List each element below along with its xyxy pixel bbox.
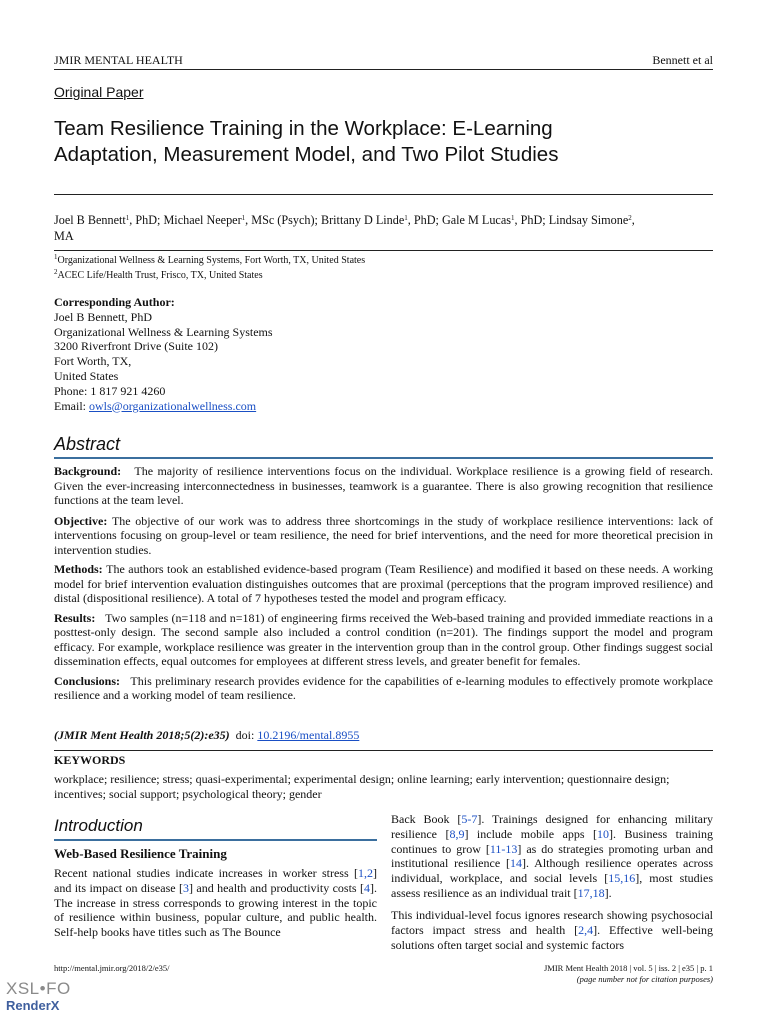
author-degree: , PhD; [129,213,164,227]
abstract-rule [54,457,713,459]
renderx-watermark [6,980,71,1014]
keywords-text: workplace; resilience; stress; quasi-experimental; experimental design; online learning; early intervention; questionnaire design; incentives; social support; psychological theory; gender [54,772,670,801]
intro-text: as do strategies promoting urban and institutional resilience [391,841,713,871]
affiliation-text: ACEC Life/Health Trust, Frisco, TX, United States [57,270,263,281]
abstract-body [54,464,713,703]
intro-left-paragraph: Recent national studies indicate increases in worker stress [1,2] and its impact on disease [3] and health and productivity costs [4]. The increase in stress corresponds to growing interest in the topic of resilience within business, popular culture, and public health. Self-help books have titles such as The Bounce [54,866,377,940]
page-title [54,116,558,168]
header-rule [54,69,713,70]
author-degree: , PhD; [514,213,549,227]
abstract-heading: Abstract [54,434,121,454]
citation-link[interactable]: 4 [364,880,370,895]
abstract-conclusions-text: This preliminary research provides evidence for the capabilities of e-learning modules to effectively promote workplace resilience and a working model of team resilience. [54,673,713,702]
corresponding-author [54,295,273,413]
keywords-heading: KEYWORDS [54,753,126,767]
intro-heading-rule [54,839,377,841]
intro-text: . The increase in stress corresponds to growing interest in the topic of resilience within business, popular culture, and public health. Self-help books have titles such as The Bounce [54,880,377,940]
affiliations [54,253,365,283]
title-line-1: Team Resilience Training in the Workplace: E-Learning [54,117,553,140]
intro-text: include mobile apps [468,826,594,841]
citation-link[interactable]: 8,9 [449,826,465,841]
intro-text: and health and productivity costs [196,880,360,895]
citation-link[interactable]: 5-7 [461,812,478,826]
authors-rule [54,250,713,251]
author-name: Michael Neeper [163,213,242,227]
abstract-methods-text: The authors took an established evidence-based program (Team Resilience) and modified it based on these needs. A working model for brief intervention evaluation distinguishes outcomes that are proximal (perceptions that the program improved resilience) and distal (dispositional resilience). A total of 7 hypotheses tested the model and program efficacy. [54,562,714,605]
abstract-conclusions-label: Conclusions: [54,673,121,688]
corresponding-heading: Corresponding Author: [54,295,175,309]
author-name: Gale M Lucas [441,213,511,227]
title-rule [54,194,713,195]
abstract-objective-label: Objective: [54,513,108,528]
corresponding-email-row [54,399,273,414]
affiliation-text: Organizational Wellness & Learning Systems, Fort Worth, TX, United States [57,255,366,266]
intro-text: . Although resilience operates across individual, workplace, and social levels [391,856,713,886]
corresponding-line: United States [54,368,119,383]
footer-note: (page number not for citation purposes) [576,974,713,984]
author-name: Lindsay Simone [548,213,629,227]
affiliation-1 [54,253,365,268]
title-line-2: Adaptation, Measurement Model, and Two Pilot Studies [54,143,559,166]
affiliation-sup: 1 [54,253,58,261]
abstract-methods [54,562,713,606]
citation-link[interactable]: 10 [597,826,610,841]
abstract-results-label: Results: [54,610,96,625]
author-list [54,212,714,244]
author-name: Joel B Bennett [54,213,126,227]
footer-journal-info: JMIR Ment Health 2018 | vol. 5 | iss. 2 | e35 | p. 1 [543,963,713,973]
corresponding-line: Joel B Bennett, PhD [54,309,152,324]
citation-link[interactable]: 3 [182,880,189,895]
author-degree: , MSc (Psych); [245,213,321,227]
corresponding-line: Organizational Wellness & Learning Systems [54,324,273,339]
intro-right-paragraph-2: This individual-level focus ignores research showing psychosocial factors impact stress and health [2,4]. Effective well-being solutions often target social and systemic factors [391,908,713,952]
email-label: Email: [54,398,89,413]
intro-text: This individual-level focus ignores research showing psychosocial factors impact stress and health [391,908,713,937]
abstract-results [54,611,713,669]
author-affil-sup: 1 [125,214,130,222]
introduction-heading: Introduction [54,816,143,835]
citation-link[interactable]: 11-13 [489,841,518,856]
author-degree: , PhD; [407,213,442,227]
citation-link[interactable]: 17,18 [577,885,605,900]
abstract-objective-text: The objective of our work was to address three shortcomings in the study of workplace resilience interventions: lack of interventions focusing on group-level or team resilience, the need for brief interventions, and the need for more theoretical precision in intervention studies. [54,513,713,557]
intro-text: . Trainings designed for enhancing military resilience [391,812,713,841]
footer-url: http://mental.jmir.org/2018/2/e35/ [54,963,170,973]
introduction-subheading: Web-Based Resilience Training [54,846,227,861]
author-affil-sup: 1 [404,214,408,222]
intro-text: . Business training continues to grow [391,826,713,856]
affiliation-2 [54,268,365,283]
running-header-authors: Bennett et al [652,53,713,67]
abstract-background-text: The majority of resilience interventions focus on the individual. Workplace resilience is a growing field of research. Given the ever-increasing interconnectedness in businesses, teamwork is a guarantee. There is also growing recognition that resilience functions at the team level. [54,464,713,507]
affiliation-sup: 2 [54,268,58,276]
abstract-conclusions [54,674,713,703]
intro-text: , most studies assess resilience as an individual trait [391,871,713,900]
author-name: Brittany D Linde [320,213,405,227]
intro-text: . [608,885,612,900]
intro-text: . Effective well-being solutions often target social and systemic factors [391,922,713,952]
intro-text: Recent national studies indicate increases in worker stress [54,866,354,880]
keywords-rule [54,750,713,751]
abstract-background-label: Background: [54,464,122,478]
intro-right-paragraph-1: Back Book [5-7]. Trainings designed for enhancing military resilience [8,9] include mobile apps [10]. Business training continues to grow [11-13] as do strategies promoting urban and institutional resilience [14]. Although resilience operates across individual, workplace, and social levels [15,16], most studies assess resilience as an individual trait [17,18]. [391,812,713,900]
author-degree: , [631,213,635,227]
intro-text: and its impact on disease [54,880,179,895]
abstract-background [54,464,713,508]
running-header-journal: JMIR MENTAL HEALTH [54,53,183,67]
author-affil-sup: 1 [511,214,515,222]
doi-label: doi: [235,728,255,742]
author-affil-sup: 2 [628,214,632,222]
citation-link[interactable]: 1,2 [358,866,373,880]
citation-link[interactable]: 15,16 [608,871,636,886]
citation-ref: (JMIR Ment Health 2018;5(2):e35) [54,728,230,742]
abstract-objective [54,514,713,558]
abstract-results-text: Two samples (n=118 and n=181) of engineering firms received the Web-based training and provided immediate reactions in a posttest-only design. The second sample also included a control condition (n=201). The findings support the model and program efficacy. For example, workplace resilience was greater in the intervention group than in the control group. Other findings suggest social dissemination effects, equal outcomes for employees at different stress levels, and greater benefit for females. [54,610,714,668]
doi-link[interactable]: 10.2196/mental.8955 [257,728,360,742]
author-affil-sup: 1 [241,214,246,222]
corresponding-line: 3200 Riverfront Drive (Suite 102) [54,339,218,354]
corresponding-line: Fort Worth, TX, [54,354,132,369]
watermark-line-2: RenderX [6,998,60,1013]
corresponding-phone: Phone: 1 817 921 4260 [54,383,166,398]
abstract-methods-label: Methods: [54,562,103,576]
citation-link[interactable]: 14 [510,856,522,871]
article-type: Original Paper [54,84,144,100]
email-link[interactable]: owls@organizationalwellness.com [89,398,257,413]
citation [54,728,359,743]
intro-text: Back Book [391,812,458,826]
citation-link[interactable]: 2,4 [578,922,594,937]
watermark-line-1: XSL•FO [6,979,71,998]
author-line-2: MA [54,229,74,243]
